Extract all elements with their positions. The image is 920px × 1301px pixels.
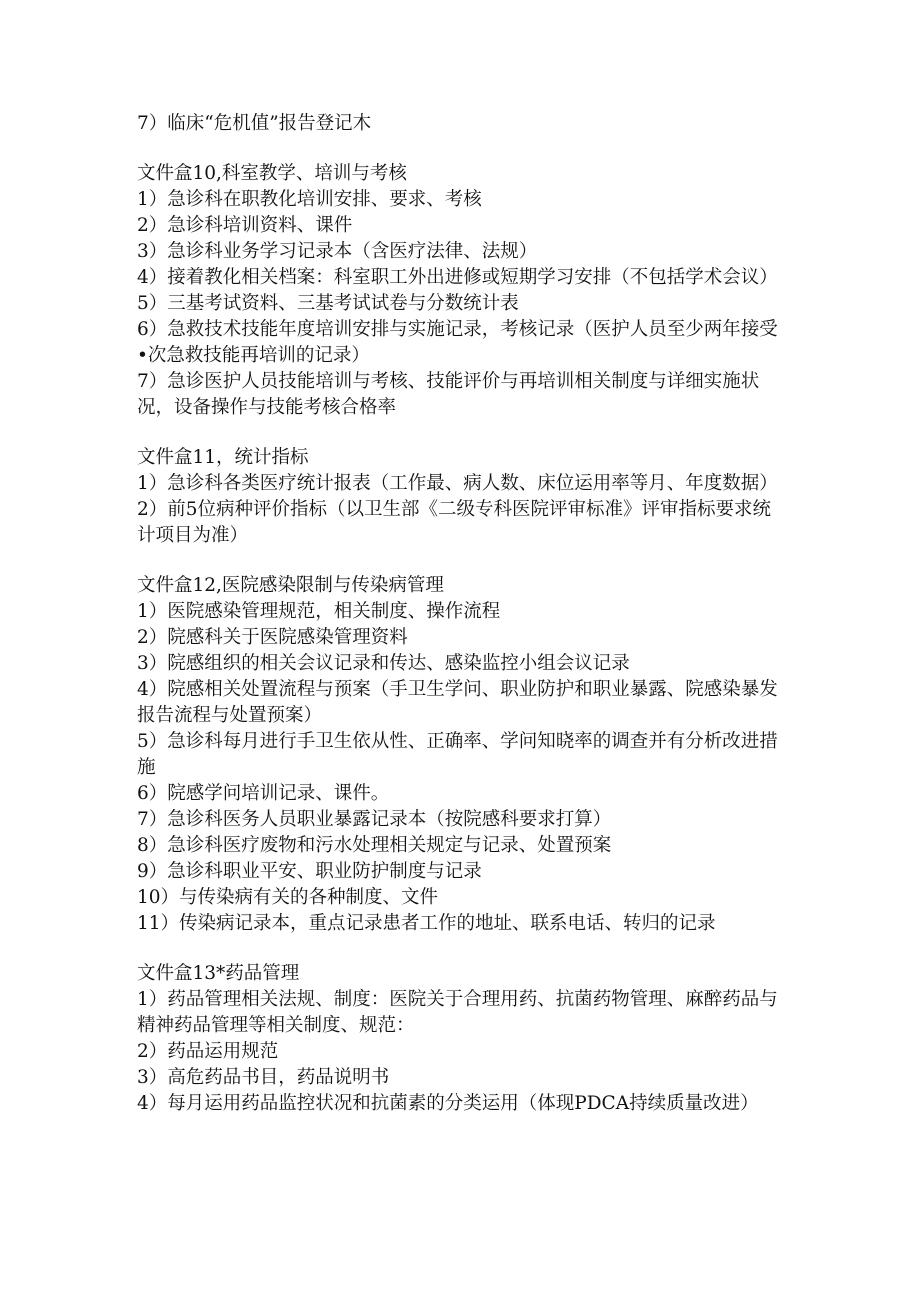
list-item: 10）与传染病有关的各种制度、文件 <box>137 887 439 908</box>
section-box13 <box>137 961 787 1117</box>
list-item: 11）传染病记录本，重点记录患者工作的地址、联系电话、转归的记录 <box>137 913 716 934</box>
list-item: 1）药品管理相关法规、制度：医院关于合理用药、抗菌药物管理、麻醉药品与精神药品管理等相关制度、规范： <box>137 989 778 1036</box>
list-item: 3）院感组织的相关会议记录和传达、感染监控小组会议记录 <box>137 653 630 674</box>
document-content <box>137 111 787 1141</box>
section-heading: 文件盒11，统计指标 <box>137 447 309 468</box>
list-item: 9）急诊科职业平安、职业防护制度与记录 <box>137 861 482 882</box>
list-item: 5）急诊科每月进行手卫生依从性、正确率、学问知晓率的调查并有分析改进措施 <box>137 731 778 778</box>
list-item: 7）急诊科医务人员职业暴露记录本（按院感科要求打算） <box>137 809 612 830</box>
list-item: 1）医院感染管理规范，相关制度、操作流程 <box>137 601 501 622</box>
section-box9-tail <box>137 111 787 137</box>
list-item: 2）院感科关于医院感染管理资料 <box>137 627 408 648</box>
list-item: 7）急诊医护人员技能培训与考核、技能评价与再培训相关制度与详细实施状况，设备操作与技能考核合格率 <box>137 371 760 418</box>
list-item: 6）院感学问培训记录、课件。 <box>137 783 390 804</box>
list-item: 1）急诊科在职教化培训安排、要求、考核 <box>137 189 482 210</box>
section-heading: 文件盒10,科室教学、培训与考核 <box>137 163 407 184</box>
section-box10 <box>137 161 787 421</box>
list-item: 6）急救技术技能年度培训安排与实施记录，考核记录（医护人员至少两年接受•次急救技能再培训的记录） <box>137 319 778 366</box>
list-item: 4）接着教化相关档案：科室职工外出进修或短期学习安排（不包括学术会议） <box>137 267 778 288</box>
list-item: 5）三基考试资料、三基考试试卷与分数统计表 <box>137 293 519 314</box>
list-item: 2）药品运用规范 <box>137 1041 279 1062</box>
list-item: 4）每月运用药品监控状况和抗菌素的分类运用（体现PDCA持续质量改进） <box>137 1093 759 1114</box>
section-heading: 文件盒13*药品管理 <box>137 963 300 984</box>
list-item: 3）高危药品书目，药品说明书 <box>137 1067 390 1088</box>
list-item: 2）前5位病种评价指标（以卫生部《二级专科医院评审标准》评审指标要求统计项目为准） <box>137 499 772 546</box>
section-box12 <box>137 573 787 937</box>
list-item: 1）急诊科各类医疗统计报表（工作最、病人数、床位运用率等月、年度数据） <box>137 473 778 494</box>
section-heading: 文件盒12,医院感染限制与传染病管理 <box>137 575 444 596</box>
list-item: 2）急诊科培训资料、课件 <box>137 215 353 236</box>
list-item: 7）临床“危机值”报告登记木 <box>137 113 372 134</box>
section-box11 <box>137 445 787 549</box>
list-item: 4）院感相关处置流程与预案（手卫生学问、职业防护和职业暴露、院感染暴发报告流程与处置预案） <box>137 679 778 726</box>
list-item: 8）急诊科医疗废物和污水处理相关规定与记录、处置预案 <box>137 835 612 856</box>
list-item: 3）急诊科业务学习记录本（含医疗法律、法规） <box>137 241 538 262</box>
